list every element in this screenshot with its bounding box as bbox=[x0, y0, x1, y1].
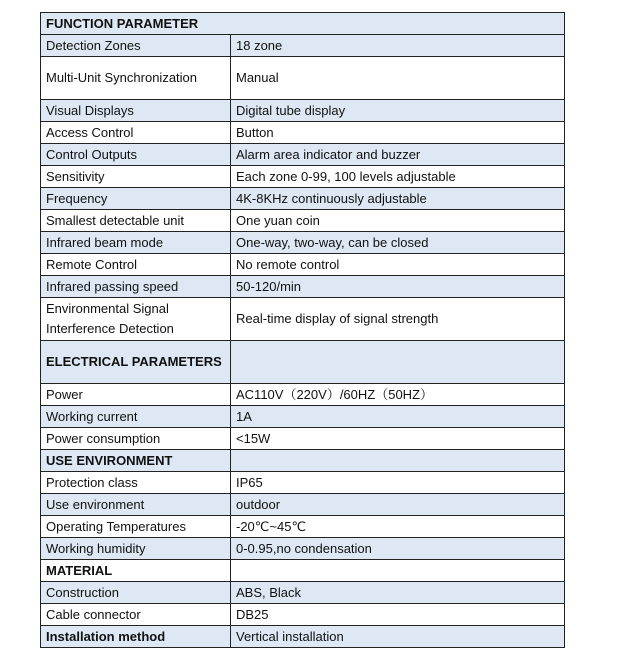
spec-value: One yuan coin bbox=[231, 210, 565, 232]
section-header-row bbox=[41, 341, 565, 384]
spec-label: Power bbox=[41, 384, 231, 406]
section-header-row bbox=[41, 560, 565, 582]
spec-value: DB25 bbox=[231, 604, 565, 626]
spec-value: Alarm area indicator and buzzer bbox=[231, 144, 565, 166]
spec-label: Power consumption bbox=[41, 428, 231, 450]
section-empty-cell bbox=[231, 450, 565, 472]
spec-value: 0-0.95,no condensation bbox=[231, 538, 565, 560]
spec-label: Smallest detectable unit bbox=[41, 210, 231, 232]
spec-value: 4K-8KHz continuously adjustable bbox=[231, 188, 565, 210]
spec-label: Use environment bbox=[41, 494, 231, 516]
spec-table bbox=[40, 12, 565, 648]
spec-label: Control Outputs bbox=[41, 144, 231, 166]
spec-row bbox=[41, 406, 565, 428]
spec-label: Cable connector bbox=[41, 604, 231, 626]
spec-row bbox=[41, 122, 565, 144]
spec-label: Environmental Signal Interference Detection bbox=[41, 298, 231, 341]
spec-value: ABS, Black bbox=[231, 582, 565, 604]
spec-row bbox=[41, 516, 565, 538]
spec-row bbox=[41, 35, 565, 57]
spec-row bbox=[41, 276, 565, 298]
spec-row bbox=[41, 582, 565, 604]
spec-row bbox=[41, 472, 565, 494]
spec-label: Visual Displays bbox=[41, 100, 231, 122]
spec-table-body bbox=[41, 13, 565, 648]
spec-row bbox=[41, 538, 565, 560]
section-header-row bbox=[41, 450, 565, 472]
spec-label: Frequency bbox=[41, 188, 231, 210]
spec-value: <15W bbox=[231, 428, 565, 450]
spec-label: Working current bbox=[41, 406, 231, 428]
spec-label: Construction bbox=[41, 582, 231, 604]
spec-label: Remote Control bbox=[41, 254, 231, 276]
spec-row bbox=[41, 254, 565, 276]
spec-row bbox=[41, 100, 565, 122]
spec-label: Installation method bbox=[41, 626, 231, 648]
spec-value: One-way, two-way, can be closed bbox=[231, 232, 565, 254]
spec-value: Digital tube display bbox=[231, 100, 565, 122]
spec-value: Manual bbox=[231, 57, 565, 100]
section-empty-cell bbox=[231, 560, 565, 582]
spec-value: 1A bbox=[231, 406, 565, 428]
spec-row bbox=[41, 298, 565, 341]
spec-row bbox=[41, 57, 565, 100]
spec-value: 50-120/min bbox=[231, 276, 565, 298]
spec-value: No remote control bbox=[231, 254, 565, 276]
spec-value: 18 zone bbox=[231, 35, 565, 57]
section-header-row bbox=[41, 13, 565, 35]
spec-row bbox=[41, 384, 565, 406]
spec-row bbox=[41, 428, 565, 450]
spec-row bbox=[41, 166, 565, 188]
spec-label: Access Control bbox=[41, 122, 231, 144]
section-empty-cell bbox=[231, 341, 565, 384]
spec-value: outdoor bbox=[231, 494, 565, 516]
spec-label: Infrared passing speed bbox=[41, 276, 231, 298]
spec-row bbox=[41, 210, 565, 232]
spec-value: AC110V（220V）/60HZ（50HZ） bbox=[231, 384, 565, 406]
spec-label: Infrared beam mode bbox=[41, 232, 231, 254]
spec-label: Multi-Unit Synchronization bbox=[41, 57, 231, 100]
spec-value: Button bbox=[231, 122, 565, 144]
spec-value: Vertical installation bbox=[231, 626, 565, 648]
spec-value: Each zone 0-99, 100 levels adjustable bbox=[231, 166, 565, 188]
spec-value: IP65 bbox=[231, 472, 565, 494]
spec-row bbox=[41, 232, 565, 254]
spec-label: Sensitivity bbox=[41, 166, 231, 188]
spec-row bbox=[41, 604, 565, 626]
section-title: USE ENVIRONMENT bbox=[41, 450, 231, 472]
spec-label: Detection Zones bbox=[41, 35, 231, 57]
spec-label: Protection class bbox=[41, 472, 231, 494]
spec-label: Working humidity bbox=[41, 538, 231, 560]
spec-value: -20℃~45℃ bbox=[231, 516, 565, 538]
spec-row bbox=[41, 626, 565, 648]
section-title: FUNCTION PARAMETER bbox=[41, 13, 565, 35]
section-title: ELECTRICAL PARAMETERS bbox=[41, 341, 231, 384]
spec-value: Real-time display of signal strength bbox=[231, 298, 565, 341]
spec-label: Operating Temperatures bbox=[41, 516, 231, 538]
section-title: MATERIAL bbox=[41, 560, 231, 582]
spec-row bbox=[41, 188, 565, 210]
spec-row bbox=[41, 494, 565, 516]
spec-row bbox=[41, 144, 565, 166]
